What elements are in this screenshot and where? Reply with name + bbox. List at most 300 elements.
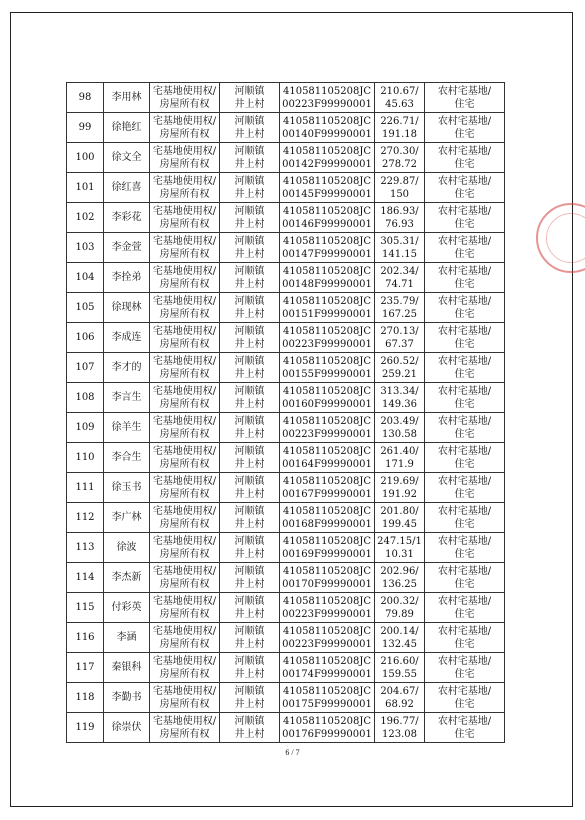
cell-unit-code-line: 410581105208JC xyxy=(282,445,371,457)
cell-unit-code xyxy=(280,533,375,563)
cell-unit-code-line: 410581105208JC xyxy=(282,265,371,277)
cell-right-type-line: 房屋所有权 xyxy=(159,218,210,230)
cell-location xyxy=(220,323,280,353)
cell-land-use-line: 农村宅基地/ xyxy=(437,505,492,517)
cell-number: 100 xyxy=(67,143,104,173)
cell-location-line: 河顺镇 xyxy=(234,235,265,247)
cell-location-line: 河顺镇 xyxy=(234,535,265,547)
cell-location-line: 井上村 xyxy=(234,398,265,410)
cell-unit-code-line: 00223F99990001 xyxy=(282,608,372,620)
cell-land-use xyxy=(425,503,505,533)
cell-location-line: 井上村 xyxy=(234,698,265,710)
cell-location xyxy=(220,353,280,383)
cell-unit-code xyxy=(280,383,375,413)
cell-area-line: 229.87/ xyxy=(380,175,419,187)
cell-number: 108 xyxy=(67,383,104,413)
cell-location-line: 井上村 xyxy=(234,608,265,620)
cell-location xyxy=(220,413,280,443)
cell-right-type xyxy=(150,443,220,473)
cell-unit-code-line: 00167F99990001 xyxy=(282,488,372,500)
cell-area xyxy=(375,263,425,293)
cell-area-line: 313.34/ xyxy=(380,385,419,397)
cell-unit-code-line: 00223F99990001 xyxy=(282,338,372,350)
cell-unit-code-line: 410581105208JC xyxy=(282,235,371,247)
cell-right-type-line: 房屋所有权 xyxy=(159,428,210,440)
cell-land-use xyxy=(425,113,505,143)
cell-land-use-line: 农村宅基地/ xyxy=(437,175,492,187)
cell-number: 103 xyxy=(67,233,104,263)
cell-unit-code-line: 410581105208JC xyxy=(282,415,371,427)
cell-right-type xyxy=(150,563,220,593)
cell-land-use-line: 农村宅基地/ xyxy=(437,385,492,397)
cell-number: 119 xyxy=(67,713,104,743)
cell-land-use-line: 住宅 xyxy=(454,398,475,410)
cell-location-line: 井上村 xyxy=(234,218,265,230)
cell-location-line: 河顺镇 xyxy=(234,415,265,427)
cell-land-use-line: 农村宅基地/ xyxy=(437,415,492,427)
cell-land-use xyxy=(425,353,505,383)
table-row xyxy=(67,503,505,533)
cell-land-use-line: 农村宅基地/ xyxy=(437,85,492,97)
cell-unit-code-line: 00175F99990001 xyxy=(282,698,372,710)
cell-location-line: 井上村 xyxy=(234,368,265,380)
cell-area-line: 136.25 xyxy=(382,578,417,590)
cell-owner-name: 李彩花 xyxy=(104,203,150,233)
cell-area-line: 191.92 xyxy=(382,488,417,500)
cell-right-type-line: 宅基地使用权/ xyxy=(152,265,217,277)
cell-right-type xyxy=(150,593,220,623)
cell-right-type-line: 宅基地使用权/ xyxy=(152,445,217,457)
cell-land-use xyxy=(425,143,505,173)
cell-right-type-line: 房屋所有权 xyxy=(159,698,210,710)
cell-location xyxy=(220,293,280,323)
cell-unit-code xyxy=(280,443,375,473)
cell-unit-code xyxy=(280,143,375,173)
cell-unit-code-line: 00164F99990001 xyxy=(282,458,372,470)
cell-area-line: 219.69/ xyxy=(380,475,419,487)
cell-area xyxy=(375,683,425,713)
cell-land-use-line: 住宅 xyxy=(454,698,475,710)
cell-area-line: 191.18 xyxy=(382,128,417,140)
cell-owner-name: 李才的 xyxy=(104,353,150,383)
cell-area xyxy=(375,293,425,323)
cell-location-line: 河顺镇 xyxy=(234,175,265,187)
cell-unit-code xyxy=(280,623,375,653)
cell-owner-name: 李成连 xyxy=(104,323,150,353)
cell-location xyxy=(220,203,280,233)
cell-right-type-line: 宅基地使用权/ xyxy=(152,535,217,547)
cell-unit-code xyxy=(280,713,375,743)
cell-right-type-line: 宅基地使用权/ xyxy=(152,505,217,517)
cell-land-use-line: 农村宅基地/ xyxy=(437,715,492,727)
cell-right-type-line: 宅基地使用权/ xyxy=(152,85,217,97)
cell-unit-code-line: 00147F99990001 xyxy=(282,248,372,260)
cell-unit-code-line: 410581105208JC xyxy=(282,295,371,307)
table-row xyxy=(67,383,505,413)
page-number: 6 / 7 xyxy=(285,748,300,757)
cell-unit-code-line: 410581105208JC xyxy=(282,385,371,397)
cell-number: 116 xyxy=(67,623,104,653)
cell-land-use-line: 住宅 xyxy=(454,668,475,680)
cell-location-line: 河顺镇 xyxy=(234,385,265,397)
cell-area xyxy=(375,83,425,113)
cell-number: 101 xyxy=(67,173,104,203)
cell-unit-code xyxy=(280,593,375,623)
cell-unit-code xyxy=(280,413,375,443)
cell-area-line: 270.13/ xyxy=(380,325,419,337)
cell-location-line: 河顺镇 xyxy=(234,265,265,277)
table-row xyxy=(67,203,505,233)
cell-right-type xyxy=(150,263,220,293)
cell-land-use xyxy=(425,473,505,503)
cell-area xyxy=(375,203,425,233)
cell-land-use xyxy=(425,233,505,263)
cell-right-type-line: 房屋所有权 xyxy=(159,668,210,680)
cell-land-use-line: 农村宅基地/ xyxy=(437,205,492,217)
cell-land-use-line: 住宅 xyxy=(454,308,475,320)
cell-right-type-line: 房屋所有权 xyxy=(159,608,210,620)
cell-area-line: 130.58 xyxy=(382,428,417,440)
cell-land-use xyxy=(425,593,505,623)
cell-unit-code xyxy=(280,83,375,113)
cell-area-line: 210.67/ xyxy=(380,85,419,97)
cell-location xyxy=(220,503,280,533)
cell-location-line: 河顺镇 xyxy=(234,295,265,307)
cell-owner-name: 李言生 xyxy=(104,383,150,413)
cell-land-use xyxy=(425,293,505,323)
cell-location xyxy=(220,713,280,743)
cell-area-line: 235.79/ xyxy=(380,295,419,307)
cell-area-line: 45.63 xyxy=(385,98,414,110)
table-row xyxy=(67,353,505,383)
cell-location-line: 井上村 xyxy=(234,278,265,290)
cell-location-line: 河顺镇 xyxy=(234,625,265,637)
cell-location-line: 河顺镇 xyxy=(234,85,265,97)
cell-area xyxy=(375,323,425,353)
cell-land-use-line: 住宅 xyxy=(454,638,475,650)
cell-area-line: 141.15 xyxy=(382,248,417,260)
cell-unit-code-line: 410581105208JC xyxy=(282,505,371,517)
cell-unit-code-line: 410581105208JC xyxy=(282,595,371,607)
cell-unit-code xyxy=(280,353,375,383)
cell-right-type xyxy=(150,623,220,653)
cell-area xyxy=(375,593,425,623)
cell-unit-code xyxy=(280,653,375,683)
cell-location-line: 井上村 xyxy=(234,158,265,170)
cell-owner-name: 徐玉书 xyxy=(104,473,150,503)
cell-area xyxy=(375,233,425,263)
cell-unit-code xyxy=(280,323,375,353)
cell-land-use-line: 农村宅基地/ xyxy=(437,145,492,157)
cell-right-type-line: 房屋所有权 xyxy=(159,728,210,740)
cell-location-line: 井上村 xyxy=(234,188,265,200)
cell-area xyxy=(375,113,425,143)
cell-land-use-line: 农村宅基地/ xyxy=(437,325,492,337)
cell-land-use-line: 农村宅基地/ xyxy=(437,565,492,577)
cell-owner-name: 李涵 xyxy=(104,623,150,653)
cell-right-type-line: 宅基地使用权/ xyxy=(152,595,217,607)
cell-number: 105 xyxy=(67,293,104,323)
table-row xyxy=(67,323,505,353)
cell-land-use xyxy=(425,563,505,593)
cell-location-line: 河顺镇 xyxy=(234,715,265,727)
cell-unit-code-line: 00151F99990001 xyxy=(282,308,372,320)
cell-land-use-line: 农村宅基地/ xyxy=(437,535,492,547)
table-row xyxy=(67,473,505,503)
cell-right-type-line: 宅基地使用权/ xyxy=(152,715,217,727)
cell-location xyxy=(220,233,280,263)
cell-unit-code-line: 00223F99990001 xyxy=(282,638,372,650)
cell-land-use-line: 住宅 xyxy=(454,458,475,470)
cell-number: 115 xyxy=(67,593,104,623)
cell-right-type-line: 房屋所有权 xyxy=(159,158,210,170)
cell-area-line: 201.80/ xyxy=(380,505,419,517)
cell-land-use-line: 住宅 xyxy=(454,218,475,230)
cell-location-line: 河顺镇 xyxy=(234,205,265,217)
cell-unit-code-line: 00174F99990001 xyxy=(282,668,372,680)
cell-unit-code-line: 00155F99990001 xyxy=(282,368,372,380)
cell-land-use xyxy=(425,383,505,413)
table-row xyxy=(67,143,505,173)
cell-area xyxy=(375,443,425,473)
cell-right-type-line: 房屋所有权 xyxy=(159,458,210,470)
cell-area xyxy=(375,653,425,683)
table-row xyxy=(67,653,505,683)
cell-unit-code-line: 410581105208JC xyxy=(282,355,371,367)
cell-area xyxy=(375,143,425,173)
cell-area-line: 278.72 xyxy=(382,158,417,170)
cell-location-line: 井上村 xyxy=(234,248,265,260)
cell-unit-code-line: 00148F99990001 xyxy=(282,278,372,290)
table-row xyxy=(67,263,505,293)
cell-location xyxy=(220,83,280,113)
cell-area xyxy=(375,533,425,563)
cell-location-line: 河顺镇 xyxy=(234,655,265,667)
cell-location-line: 河顺镇 xyxy=(234,145,265,157)
cell-right-type-line: 房屋所有权 xyxy=(159,368,210,380)
cell-owner-name: 李杰新 xyxy=(104,563,150,593)
cell-right-type-line: 房屋所有权 xyxy=(159,338,210,350)
cell-unit-code-line: 00223F99990001 xyxy=(282,428,372,440)
cell-owner-name: 秦银科 xyxy=(104,653,150,683)
cell-number: 112 xyxy=(67,503,104,533)
cell-unit-code-line: 410581105208JC xyxy=(282,175,371,187)
cell-land-use xyxy=(425,203,505,233)
cell-location-line: 井上村 xyxy=(234,518,265,530)
cell-unit-code xyxy=(280,473,375,503)
cell-location xyxy=(220,593,280,623)
cell-number: 106 xyxy=(67,323,104,353)
cell-area-line: 305.31/ xyxy=(380,235,419,247)
cell-location-line: 井上村 xyxy=(234,728,265,740)
table-row xyxy=(67,83,505,113)
cell-area xyxy=(375,353,425,383)
cell-unit-code-line: 41058110520​8JC xyxy=(282,85,371,97)
cell-land-use-line: 住宅 xyxy=(454,248,475,260)
cell-location-line: 河顺镇 xyxy=(234,595,265,607)
cell-owner-name: 李合生 xyxy=(104,443,150,473)
cell-area-line: 149.36 xyxy=(382,398,417,410)
cell-land-use xyxy=(425,533,505,563)
cell-right-type-line: 宅基地使用权/ xyxy=(152,145,217,157)
cell-location xyxy=(220,143,280,173)
cell-area xyxy=(375,413,425,443)
cell-unit-code-line: 410581105208JC xyxy=(282,625,371,637)
cell-unit-code-line: 410581105208JC xyxy=(282,685,371,697)
cell-right-type xyxy=(150,653,220,683)
cell-land-use-line: 住宅 xyxy=(454,518,475,530)
cell-owner-name: 付彩英 xyxy=(104,593,150,623)
cell-land-use-line: 农村宅基地/ xyxy=(437,115,492,127)
cell-right-type-line: 房屋所有权 xyxy=(159,308,210,320)
cell-location-line: 河顺镇 xyxy=(234,325,265,337)
cell-location-line: 河顺镇 xyxy=(234,115,265,127)
cell-land-use-line: 农村宅基地/ xyxy=(437,685,492,697)
cell-land-use-line: 住宅 xyxy=(454,188,475,200)
cell-land-use-line: 住宅 xyxy=(454,128,475,140)
cell-location-line: 井上村 xyxy=(234,488,265,500)
cell-unit-code-line: 00140F99990001 xyxy=(282,128,372,140)
cell-unit-code xyxy=(280,563,375,593)
cell-right-type xyxy=(150,143,220,173)
cell-area-line: 196.77/ xyxy=(380,715,419,727)
cell-right-type xyxy=(150,83,220,113)
cell-location xyxy=(220,473,280,503)
cell-land-use-line: 住宅 xyxy=(454,608,475,620)
cell-right-type-line: 宅基地使用权/ xyxy=(152,685,217,697)
cell-right-type xyxy=(150,383,220,413)
table-row xyxy=(67,713,505,743)
cell-right-type-line: 宅基地使用权/ xyxy=(152,175,217,187)
cell-location xyxy=(220,623,280,653)
cell-area-line: 171.9 xyxy=(385,458,414,470)
cell-area xyxy=(375,473,425,503)
cell-location-line: 井上村 xyxy=(234,128,265,140)
cell-right-type-line: 房屋所有权 xyxy=(159,488,210,500)
cell-land-use-line: 农村宅基地/ xyxy=(437,655,492,667)
cell-location xyxy=(220,383,280,413)
cell-location xyxy=(220,683,280,713)
table-row xyxy=(67,113,505,143)
cell-unit-code-line: 410581105208JC xyxy=(282,655,371,667)
cell-right-type-line: 宅基地使用权/ xyxy=(152,205,217,217)
cell-number: 109 xyxy=(67,413,104,443)
cell-location xyxy=(220,653,280,683)
cell-unit-code-line: 410581105208JC xyxy=(282,145,371,157)
cell-land-use-line: 住宅 xyxy=(454,488,475,500)
cell-area xyxy=(375,503,425,533)
cell-land-use xyxy=(425,683,505,713)
cell-number: 117 xyxy=(67,653,104,683)
cell-land-use xyxy=(425,413,505,443)
cell-area-line: 200.32/ xyxy=(380,595,419,607)
cell-area-line: 67.37 xyxy=(385,338,414,350)
cell-right-type xyxy=(150,173,220,203)
table-row xyxy=(67,683,505,713)
cell-unit-code-line: 410581105208JC xyxy=(282,565,371,577)
cell-owner-name: 徐现林 xyxy=(104,293,150,323)
cell-owner-name: 李勤书 xyxy=(104,683,150,713)
cell-area-line: 203.49/ xyxy=(380,415,419,427)
cell-area-line: 159.55 xyxy=(382,668,417,680)
cell-land-use-line: 农村宅基地/ xyxy=(437,445,492,457)
cell-location-line: 河顺镇 xyxy=(234,445,265,457)
cell-unit-code xyxy=(280,503,375,533)
cell-area xyxy=(375,713,425,743)
cell-owner-name: 李拴弟 xyxy=(104,263,150,293)
cell-unit-code xyxy=(280,113,375,143)
cell-unit-code-line: 410581105208JC xyxy=(282,325,371,337)
cell-area-line: 216.60/ xyxy=(380,655,419,667)
cell-number: 113 xyxy=(67,533,104,563)
table-row xyxy=(67,233,505,263)
cell-unit-code xyxy=(280,263,375,293)
table-row xyxy=(67,173,505,203)
cell-area-line: 202.96/ xyxy=(380,565,419,577)
cell-right-type xyxy=(150,683,220,713)
cell-right-type-line: 房屋所有权 xyxy=(159,188,210,200)
cell-number: 102 xyxy=(67,203,104,233)
cell-location-line: 井上村 xyxy=(234,548,265,560)
cell-right-type-line: 房屋所有权 xyxy=(159,98,210,110)
cell-area-line: 186.93/ xyxy=(380,205,419,217)
cell-land-use-line: 农村宅基地/ xyxy=(437,625,492,637)
cell-location-line: 河顺镇 xyxy=(234,505,265,517)
cell-unit-code-line: 410581105208JC xyxy=(282,205,371,217)
cell-right-type-line: 房屋所有权 xyxy=(159,518,210,530)
cell-location xyxy=(220,533,280,563)
cell-area-line: 260.52/ xyxy=(380,355,419,367)
cell-owner-name: 徐文全 xyxy=(104,143,150,173)
cell-location-line: 井上村 xyxy=(234,638,265,650)
cell-area-line: 132.45 xyxy=(382,638,417,650)
cell-right-type-line: 宅基地使用权/ xyxy=(152,475,217,487)
cell-area-line: 247.15/1 xyxy=(377,535,422,547)
cell-location-line: 井上村 xyxy=(234,668,265,680)
cell-right-type-line: 宅基地使用权/ xyxy=(152,625,217,637)
cell-unit-code xyxy=(280,683,375,713)
cell-right-type xyxy=(150,323,220,353)
cell-owner-name: 徐波 xyxy=(104,533,150,563)
cell-unit-code-line: 410581105208JC xyxy=(282,115,371,127)
cell-number: 118 xyxy=(67,683,104,713)
cell-right-type xyxy=(150,413,220,443)
cell-unit-code-line: 00145F99990001 xyxy=(282,188,372,200)
cell-unit-code-line: 00146F99990001 xyxy=(282,218,372,230)
cell-owner-name: 李用林 xyxy=(104,83,150,113)
cell-location-line: 井上村 xyxy=(234,578,265,590)
cell-land-use-line: 农村宅基地/ xyxy=(437,595,492,607)
cell-right-type-line: 宅基地使用权/ xyxy=(152,115,217,127)
cell-number: 98 xyxy=(67,83,104,113)
cell-area-line: 10.31 xyxy=(385,548,414,560)
cell-right-type xyxy=(150,203,220,233)
cell-right-type-line: 宅基地使用权/ xyxy=(152,415,217,427)
cell-owner-name: 徐艳红 xyxy=(104,113,150,143)
cell-right-type xyxy=(150,473,220,503)
cell-right-type-line: 宅基地使用权/ xyxy=(152,355,217,367)
cell-area-line: 204.67/ xyxy=(380,685,419,697)
cell-land-use-line: 住宅 xyxy=(454,368,475,380)
cell-land-use-line: 住宅 xyxy=(454,98,475,110)
cell-land-use xyxy=(425,323,505,353)
cell-unit-code xyxy=(280,233,375,263)
cell-right-type-line: 房屋所有权 xyxy=(159,578,210,590)
cell-owner-name: 徐羊生 xyxy=(104,413,150,443)
cell-number: 111 xyxy=(67,473,104,503)
cell-area-line: 199.45 xyxy=(382,518,417,530)
cell-right-type-line: 房屋所有权 xyxy=(159,548,210,560)
